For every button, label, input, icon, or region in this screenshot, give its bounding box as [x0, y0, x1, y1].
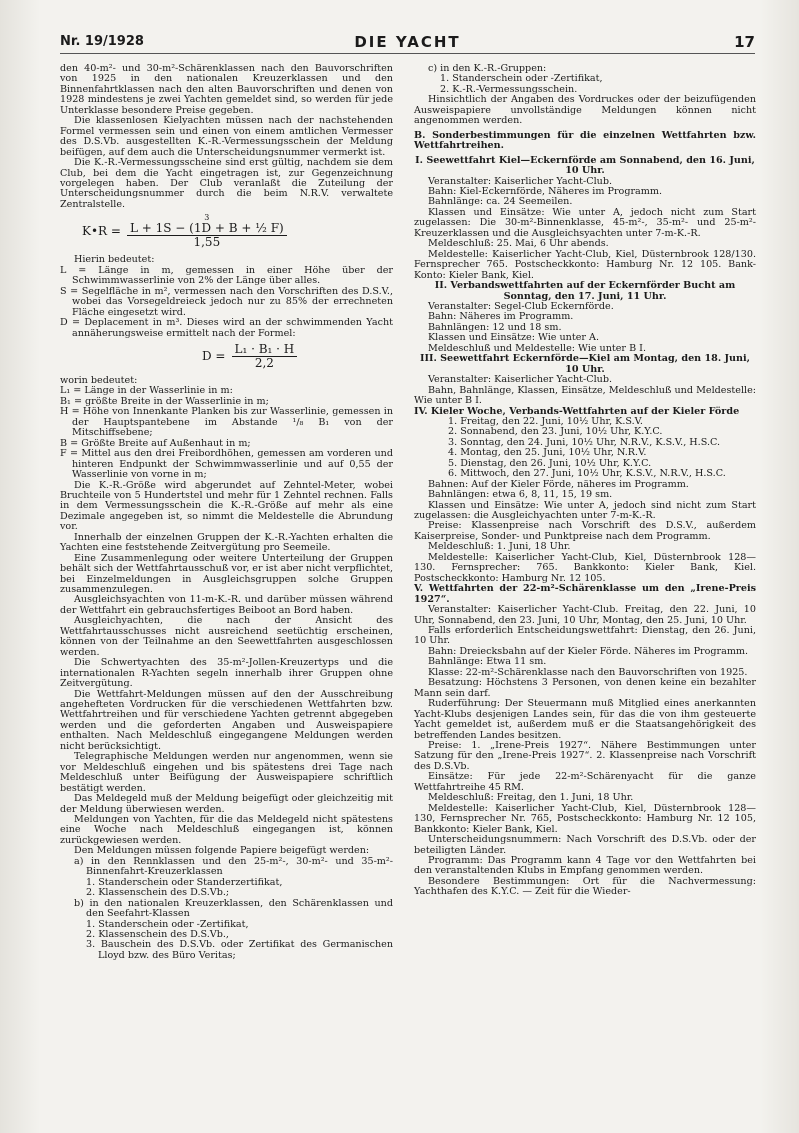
- list-item: 5. Dienstag, den 26. Juni, 10½ Uhr, K.Y.C.: [448, 457, 652, 469]
- paragraph: Unterscheidungsnummern: Nach Vorschrift des D.S.Vb. oder der beteiligten Länder.: [414, 834, 756, 856]
- list-item: 1. Standerschein oder -Zertifikat,: [440, 73, 603, 85]
- kr-formula: [60, 214, 393, 249]
- paragraph: Bahn: Kiel-Eckernförde, Näheres im Programm.: [428, 185, 663, 197]
- list-item: 6. Mittwoch, den 27. Juni, 10½ Uhr, K.S.V., N.R.V., H.S.C.: [448, 468, 726, 480]
- paragraph: Meldestelle: Kaiserlicher Yacht-Club, Kiel, Düsternbrook 128/130. Fernsprecher 765. Postscheckkonto: Hamburg Nr. 12 105. Bank-Konto: Kieler Bank, Kiel.: [414, 248, 756, 281]
- paragraph: Telegraphische Meldungen werden nur angenommen, wenn sie vor Meldeschluß eingehen und bis spätestens drei Tage nach Meldeschluß unter Beifügung der Ausweispapiere schriftlich bestätigt werden.: [60, 751, 393, 794]
- paragraph: Hierin bedeutet:: [74, 254, 155, 266]
- formula-fraction: [127, 214, 287, 249]
- formula-numerator: L + 1S − (1D + B + ½ F): [129, 221, 284, 236]
- paragraph: Das Meldegeld muß der Meldung beigefügt oder gleichzeitig mit der Meldung überwiesen werden.: [60, 793, 393, 815]
- definition-item: L = Länge in m, gemessen in einer Höhe über der Schwimmwasserlinie von 2% der Länge über alles.: [60, 264, 393, 287]
- definition-item: D = Deplacement in m³. Dieses wird an der schwimmenden Yacht annäherungsweise ermittelt nach der Formel:: [60, 317, 393, 339]
- list-item: 2. Klassenschein des D.S.Vb.;: [86, 887, 230, 899]
- paragraph: Preise: 1. „Irene-Preis 1927“. Nähere Bestimmungen unter Satzung für den „Irene-Preis 1927“. 2. Klassenpreise nach Vorschrift des D.S.Vb.: [414, 740, 756, 772]
- magazine-title: DIE YACHT: [354, 33, 461, 51]
- paragraph: Ruderführung: Der Steuermann muß Mitglied eines anerkannten Yacht-Klubs desjenigen Landes sein, für das die von ihm gesteuerte Yacht gemeldet ist, außerdem muß er die Staatsangehörigkeit des betreffenden Landes besitzen.: [414, 698, 756, 741]
- paragraph: Klassen und Einsätze: Wie unter A.: [428, 332, 600, 344]
- list-item: 3. Bauschein des D.S.Vb. oder Zertifikat des Germanischen Lloyd bzw. des Büro Veritas;: [86, 939, 393, 961]
- left-column: [60, 64, 393, 961]
- formula-numerator: L₁ · B₁ · H: [234, 341, 295, 356]
- paragraph: Veranstalter: Kaiserlicher Yacht-Club.: [428, 175, 613, 187]
- paragraph: Meldeschluß: Freitag, den 1. Juni, 18 Uhr.: [428, 792, 634, 804]
- formula-exponent: 3: [204, 213, 210, 223]
- paragraph: Die K.-R.-Vermessungsscheine sind erst gültig, nachdem sie dem Club, bei dem die Yacht eingetragen ist, zur Gegenzeichnung vorgelegen haben. Der Club veranlaßt die Zuteilung der Unterscheidungsnummer durch die beim N.R.V. verwaltete Zentralstelle.: [60, 157, 393, 210]
- paragraph: Bahnlänge: Etwa 11 sm.: [428, 656, 547, 668]
- paragraph: Ausgleichyachten, die nach der Ansicht des Wettfahrtausschusses nicht ausreichend seetüchtig erscheinen, können von der Teilnahme an den Seewettfahrten ausgeschlossen werden.: [60, 615, 393, 658]
- formula-denominator: 1,55: [193, 235, 221, 250]
- paragraph: Veranstalter: Segel-Club Eckernförde.: [428, 300, 614, 312]
- paragraph: Die Schwertyachten des 35-m²-Jollen-Kreuzertyps und die internationalen R-Yachten segeln innerhalb ihrer Gruppen ohne Zeitvergütung.: [60, 657, 393, 690]
- definition-item: B = Größte Breite auf Außenhaut in m;: [60, 437, 251, 449]
- paragraph: Hinsichtlich der Angaben des Vordruckes oder der beizufügenden Ausweispapiere unvollständige Meldungen können nicht angenommen werden.: [414, 94, 756, 127]
- formula-lhs: K•R =: [82, 224, 121, 239]
- list-item: 3. Sonntag, den 24. Juni, 10½ Uhr, N.R.V., K.S.V., H.S.C.: [448, 436, 721, 448]
- paragraph: Falls erforderlich Entscheidungswettfahrt: Dienstag, den 26. Juni, 10 Uhr.: [414, 625, 756, 647]
- paragraph: Bahnen: Auf der Kieler Förde, näheres im Programm.: [428, 478, 689, 490]
- paragraph: Die Wettfahrt-Meldungen müssen auf den der Ausschreibung angehefteten Vordrucken für die verschiedenen Wettfahrten bzw. Wettfahrtreihen und für verschiedene Yachten getrennt abgegeben werden und die geforderten Angaben und Ausweispapiere enthalten. Nach Meldeschluß eingegangene Meldungen werden nicht berücksichtigt.: [60, 688, 393, 752]
- section-heading: V. Wettfahrten der 22-m²-Schärenklasse um den „Irene-Preis 1927“.: [414, 583, 756, 605]
- paragraph: Meldestelle: Kaiserlicher Yacht-Club, Kiel, Düsternbrook 128—130. Fernsprecher: 765. Bankkonto: Kieler Bank, Kiel. Postscheckkonto: Hamburg Nr. 12 105.: [414, 551, 756, 584]
- section-heading: IV. Kieler Woche, Verbands-Wettfahrten auf der Kieler Förde: [414, 405, 740, 417]
- paragraph: Ausgleichsyachten von 11-m-K.-R. und darüber müssen während der Wettfahrt ein gebrauchsfertiges Beiboot an Bord haben.: [60, 594, 393, 616]
- paragraph: Besatzung: Höchstens 3 Personen, von denen keine ein bezahlter Mann sein darf.: [414, 677, 756, 699]
- paragraph: Bahn: Dreiecksbahn auf der Kieler Förde. Näheres im Programm.: [428, 645, 749, 657]
- paragraph: Bahn: Näheres im Programm.: [428, 311, 574, 323]
- list-item: 2. Sonnabend, den 23. Juni, 10½ Uhr, K.Y.C.: [448, 426, 663, 438]
- list-item: 1. Standerschein oder -Zertifikat,: [86, 918, 249, 930]
- paragraph: den 40-m²- und 30-m²-Schärenklassen nach den Bauvorschriften von 1925 in den nationalen Kreuzerklassen und den Binnenfahrtklassen nach den alten Bauvorschriften und denen von 1928 mindestens je zwei Yachten gemeldet sind, so werden für jede Unterklasse besondere Preise gegeben.: [60, 63, 393, 116]
- paragraph: Die K.-R.-Größe wird abgerundet auf Zehntel-Meter, wobei Bruchteile von 5 Hundertstel und mehr für 1 Zehntel rechnen. Falls in dem Vermessungsschein die K.-R.-Größe auf mehr als eine Dezimale angegeben ist, so nimmt die Meldestelle die Abrundung vor.: [60, 479, 393, 533]
- page-number: 17: [734, 33, 755, 51]
- paragraph: Den Meldungen müssen folgende Papiere beigefügt werden:: [74, 845, 370, 857]
- formula-fraction: [232, 343, 298, 370]
- paragraph: Preise: Klassenpreise nach Vorschrift des D.S.V., außerdem Kaiserpreise, Sonder- und Punktpreise nach dem Programm.: [414, 520, 756, 542]
- list-item: 1. Standerschein oder Standerzertifikat,: [86, 876, 283, 888]
- definition-item: S = Segelfläche in m², vermessen nach den Vorschriften des D.S.V., wobei das Vorsegeldreieck jedoch nur zu 85% der errechneten Fläche eingesetzt wird.: [60, 285, 393, 318]
- paragraph: Klasse: 22-m²-Schärenklasse nach den Bauvorschriften von 1925.: [428, 666, 748, 678]
- formula-lhs: D =: [202, 348, 226, 363]
- paragraph: Meldeschluß: 1. Juni, 18 Uhr.: [428, 541, 571, 553]
- list-item: 2. Klassenschein des D.S.Vb.,: [86, 928, 229, 940]
- definition-item: B₁ = größte Breite in der Wasserlinie in m;: [60, 395, 269, 407]
- paragraph: Die klassenlosen Kielyachten müssen nach der nachstehenden Formel vermessen sein und einen von einem amtlichen Vermesser des D.S.Vb. ausgestellten K.-R.-Vermessungsschein der Meldung beifügen, auf dem auch die Unterscheidungsnummer vermerkt ist.: [60, 115, 393, 158]
- definition-item: F = Mittel aus den drei Freibordhöhen, gemessen am vorderen und hinteren Endpunkt der Schwimmwasserlinie und auf 0,55 der Wasserlinie von vorne in m;: [60, 448, 393, 481]
- paragraph: Veranstalter: Kaiserlicher Yacht-Club. Freitag, den 22. Juni, 10 Uhr, Sonnabend, den 23. Juni, 10 Uhr, Montag, den 25. Juni, 10 Uhr.: [414, 604, 756, 626]
- list-item: 1. Freitag, den 22. Juni, 10½ Uhr, K.S.V.: [448, 415, 643, 427]
- section-heading: II. Verbandswettfahrten auf der Eckernförder Bucht am Sonntag, den 17. Juni, 11 Uhr.: [434, 280, 736, 302]
- paragraph: Innerhalb der einzelnen Gruppen der K.-R.-Yachten erhalten die Yachten eine feststehende Zeitvergütung pro Seemeile.: [60, 531, 393, 554]
- paragraph: Meldestelle: Kaiserlicher Yacht-Club, Kiel, Düsternbrook 128—130, Fernsprecher Nr. 765, Postscheckkonto: Hamburg Nr. 12 105, Bankkonto: Kieler Bank, Kiel.: [414, 802, 756, 835]
- definition-item: L₁ = Länge in der Wasserlinie in m:: [60, 385, 233, 397]
- list-item: a) in den Rennklassen und den 25-m²-, 30-m²- und 35-m²-Binnenfahrt-Kreuzerklassen: [74, 855, 393, 878]
- list-item: 2. K.-R.-Vermessungsschein.: [440, 83, 578, 95]
- paragraph: Besondere Bestimmungen: Ort für die Nachvermessung: Yachthafen des K.Y.C. — Zeit für die Wieder-: [414, 875, 756, 898]
- section-heading: III. Seewettfahrt Eckernförde—Kiel am Montag, den 18. Juni, 10 Uhr.: [419, 353, 750, 375]
- paragraph: Klassen und Einsätze: Wie unter A, jedoch sind nicht zum Start zugelassen: die Ausgleichyachten unter 7-m-K.-R.: [414, 499, 756, 522]
- paragraph: Bahnlänge: ca. 24 Seemeilen.: [428, 196, 573, 208]
- list-item: c) in den K.-R.-Gruppen:: [428, 63, 547, 74]
- list-item: 4. Montag, den 25. Juni, 10½ Uhr, N.R.V.: [448, 447, 647, 459]
- paragraph: Bahnlängen: etwa 6, 8, 11, 15, 19 sm.: [428, 489, 613, 501]
- formula-denominator: 2,2: [254, 355, 274, 370]
- paragraph: Klassen und Einsätze: Wie unter A, jedoch nicht zum Start zugelassen: Die 30-m²-Binnenklasse, 45-m²-, 35-m²- und 25-m²-Kreuzerklassen und die Ausgleichsyachten unter 7-m-K.-R.: [414, 206, 756, 239]
- paragraph: Veranstalter: Kaiserlicher Yacht-Club.: [428, 374, 613, 386]
- paragraph: Bahnlängen: 12 und 18 sm.: [428, 321, 562, 333]
- page-header: [60, 34, 755, 52]
- paragraph: Einsätze: Für jede 22-m²-Schärenyacht für die ganze Wettfahrtreihe 45 RM.: [414, 771, 756, 793]
- definition-item: H = Höhe von Innenkante Planken bis zur Wasserlinie, gemessen in der Hauptspantebene im Abstande ¹/₈ B₁ von der Mitschiffsebene;: [60, 406, 393, 439]
- header-rule: [60, 53, 755, 54]
- paragraph: Meldeschluß: 25. Mai, 6 Uhr abends.: [428, 238, 609, 250]
- paragraph: Meldeschluß und Meldestelle: Wie unter B I.: [428, 342, 647, 354]
- issue-number: Nr. 19/1928: [60, 34, 144, 49]
- paragraph: Eine Zusammenlegung oder weitere Unterteilung der Gruppen behält sich der Wettfahrtausschuß vor, er ist aber nicht verpflichtet, bei Einzelmeldungen in Ausgleichsgruppen solche Gruppen zusammenzulegen.: [60, 552, 393, 596]
- right-column: [414, 64, 756, 898]
- section-heading: I. Seewettfahrt Kiel—Eckernförde am Sonnabend, den 16. Juni, 10 Uhr.: [415, 154, 755, 177]
- displacement-formula: [180, 343, 393, 370]
- paragraph: Programm: Das Programm kann 4 Tage vor den Wettfahrten bei den veranstaltenden Klubs in Empfang genommen werden.: [414, 854, 756, 877]
- paragraph: Bahn, Bahnlänge, Klassen, Einsätze, Meldeschluß und Meldestelle: Wie unter B I.: [414, 384, 756, 407]
- paragraph: Meldungen von Yachten, für die das Meldegeld nicht spätestens eine Woche nach Meldeschluß eingegangen ist, können zurückgewiesen werden.: [60, 814, 393, 846]
- list-item: b) in den nationalen Kreuzerklassen, den Schärenklassen und den Seefahrt-Klassen: [74, 897, 393, 920]
- section-heading: B. Sonderbestimmungen für die einzelnen Wettfahrten bzw. Wettfahrtreihen.: [414, 129, 756, 152]
- paragraph: worin bedeutet:: [60, 374, 138, 386]
